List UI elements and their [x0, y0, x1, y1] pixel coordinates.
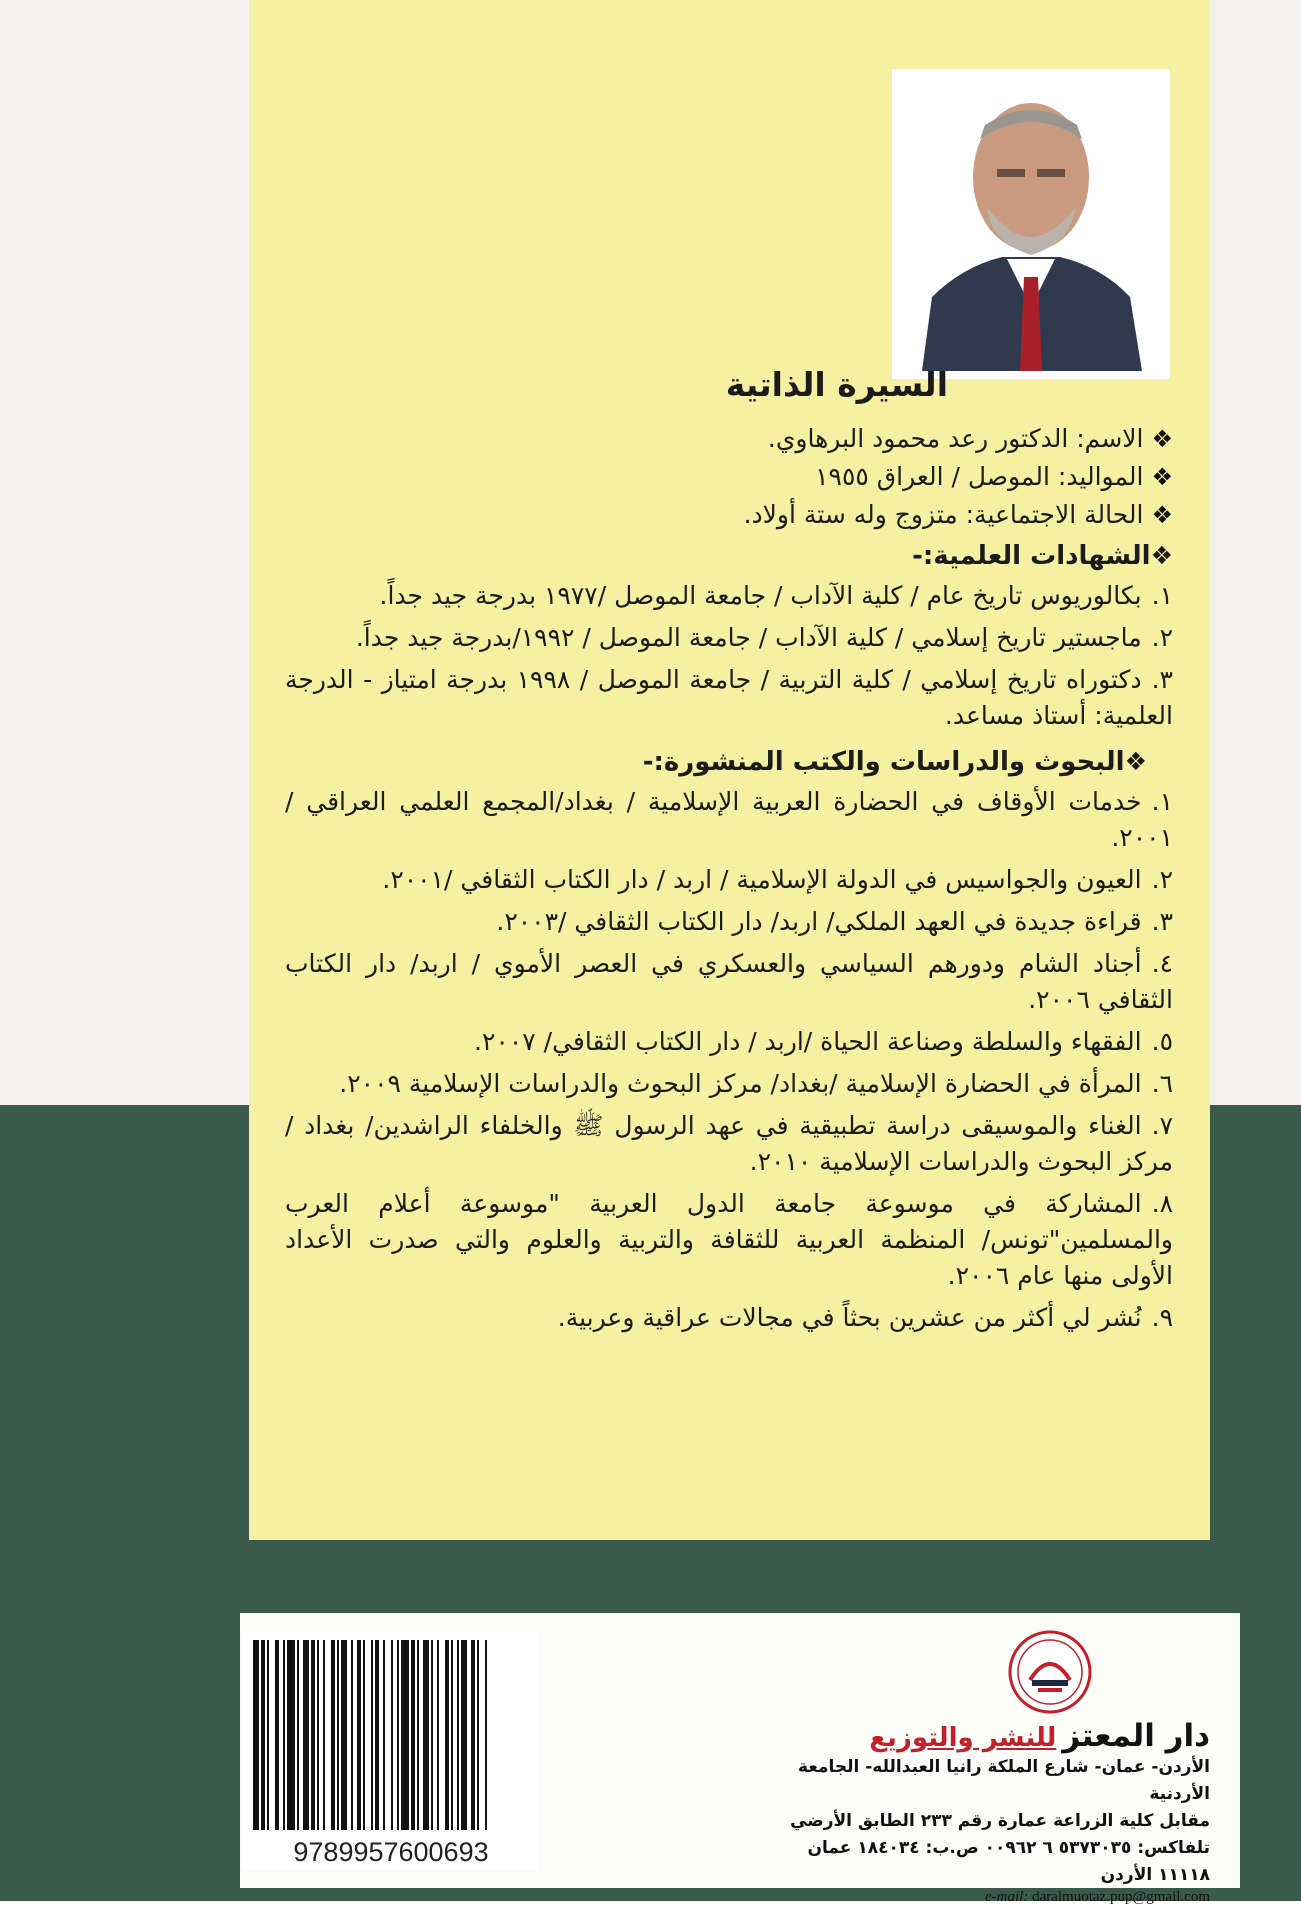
publisher-address-1: الأردن- عمان- شارع الملكة رانيا العبدالله- الجامعة الأردنية — [798, 1757, 1210, 1804]
publication-item: ٩.نُشر لي أكثر من عشرين بحثاً في مجالات عراقية وعربية. — [557, 1303, 1173, 1332]
diamond-bullet-icon: ❖ — [1151, 463, 1173, 491]
bio-marital: ❖الحالة الاجتماعية: متزوج وله ستة أولاد. — [743, 500, 1173, 529]
publication-item: ٧.الغناء والموسيقى دراسة تطبيقية في عهد الرسول ﷺ والخلفاء الراشدين/ بغداد / مركز البحوث والدراسات الإسلامية ٢٠١٠. — [285, 1111, 1173, 1176]
isbn-barcode — [243, 1632, 539, 1870]
publication-item: ٨.المشاركة في موسوعة جامعة الدول العربية "موسوعة أعلام العرب والمسلمين"تونس/ المنظمة العربية للثقافة والتربية والعلوم والتي صدرت الأعداد الأولى منها عام ٢٠٠٦. — [285, 1189, 1173, 1290]
publisher-logo-icon — [1008, 1630, 1092, 1714]
publisher-email: e-mail: daralmuotaz.pup@gmail.com — [984, 1889, 1210, 1905]
publications-heading: ❖البحوث والدراسات والكتب المنشورة:- — [642, 747, 1147, 777]
degrees-heading: ❖الشهادات العلمية:- — [912, 541, 1173, 571]
publication-item: ١.خدمات الأوقاف في الحضارة العربية الإسلامية / بغداد/المجمع العلمي العراقي /٢٠٠١. — [285, 787, 1173, 852]
degree-item: ٢.ماجستير تاريخ إسلامي / كلية الآداب / جامعة الموصل / ١٩٩٢/بدرجة جيد جداً. — [355, 623, 1173, 652]
publication-item: ٣.قراءة جديدة في العهد الملكي/ اربد/ دار الكتاب الثقافي /٢٠٠٣. — [496, 907, 1173, 936]
bio-title: السيرة الذاتية — [725, 365, 948, 404]
publication-item: ٤.أجناد الشام ودورهم السياسي والعسكري في العصر الأموي / اربد/ دار الكتاب الثقافي ٢٠٠٦. — [285, 949, 1173, 1014]
degree-item: ١.بكالوريوس تاريخ عام / كلية الآداب / جامعة الموصل /١٩٧٧ بدرجة جيد جداً. — [379, 581, 1173, 610]
diamond-bullet-icon: ❖ — [1151, 501, 1173, 529]
bio-text — [285, 365, 1173, 1342]
author-photo — [892, 69, 1170, 379]
bio-birth: ❖المواليد: الموصل / العراق ١٩٥٥ — [815, 462, 1173, 491]
diamond-bullet-icon: ❖ — [1150, 541, 1173, 570]
diamond-bullet-icon: ❖ — [1124, 747, 1147, 776]
publisher-name: دار المعتزللنشر والتوزيع — [869, 1718, 1210, 1754]
publication-item: ٥.الفقهاء والسلطة وصناعة الحياة /اربد / دار الكتاب الثقافي/ ٢٠٠٧. — [474, 1027, 1173, 1056]
publisher-address-2: مقابل كلية الزراعة عمارة رقم ٢٣٣ الطابق الأرضي — [790, 1811, 1210, 1831]
isbn-number: 9789957600693 — [293, 1837, 489, 1867]
publication-item: ٦.المرأة في الحضارة الإسلامية /بغداد/ مركز البحوث والدراسات الإسلامية ٢٠٠٩. — [339, 1069, 1173, 1098]
publication-item: ٢.العيون والجواسيس في الدولة الإسلامية / اربد / دار الكتاب الثقافي /٢٠٠١. — [382, 865, 1173, 894]
publisher-phone: تلفاكس: ٥٣٧٣٠٣٥ ٦ ٠٠٩٦٢ ص.ب: ١٨٤٠٣٤ عمان ١١١١٨ الأردن — [807, 1838, 1210, 1885]
publisher-info — [780, 1718, 1210, 1906]
diamond-bullet-icon: ❖ — [1151, 425, 1173, 453]
bio-name: ❖الاسم: الدكتور رعد محمود البرهاوي. — [767, 424, 1173, 453]
degree-item: ٣.دكتوراه تاريخ إسلامي / كلية التربية / جامعة الموصل / ١٩٩٨ بدرجة امتياز - الدرجة العلمية: أستاذ مساعد. — [285, 665, 1173, 730]
barcode-bars — [243, 1632, 539, 1837]
